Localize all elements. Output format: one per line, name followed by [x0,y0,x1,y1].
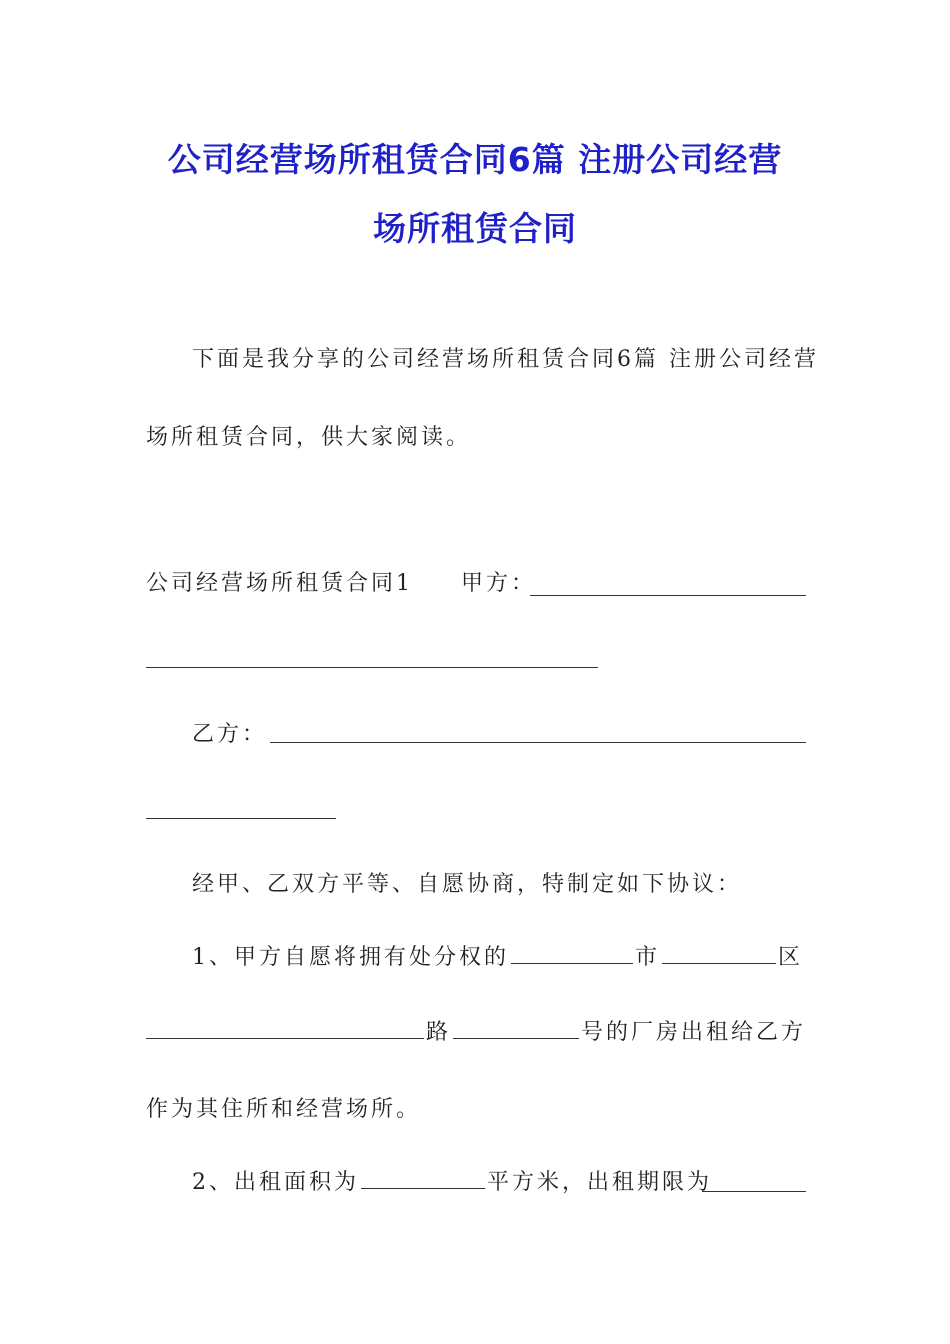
agreement-statement: 经甲、乙双方平等、自愿协商，特制定如下协议： [192,872,743,897]
document-title-line-1: 公司经营场所租赁合同6篇 注册公司经营 [167,140,783,179]
party-a-blank [530,595,806,596]
party-b-label: 乙方： [192,722,268,747]
party-a-label: 甲方： [461,571,537,596]
party-b-row [192,720,806,750]
road-blank [146,1018,424,1039]
district-blank [662,943,776,964]
intro-line-2: 场所租赁合同，供大家阅读。 [146,425,472,450]
contract-heading: 公司经营场所租赁合同1 [146,571,413,596]
item-2-line-1: 2、出租面积为 平方米，出租期限为 [192,1170,713,1195]
party-b-blank-continued [146,818,336,819]
intro-line-1: 下面是我分享的公司经营场所租赁合同6篇 注册公司经营 [192,347,819,372]
item-1-line-2: 路 号的厂房出租给乙方 [146,1018,806,1048]
number-blank [453,1018,579,1039]
document-title-line-2: 场所租赁合同 [373,209,577,248]
area-blank [361,1168,485,1189]
party-a-blank-continued [146,667,598,668]
term-blank [702,1191,806,1192]
city-blank [511,943,633,964]
item-1-line-1: 1、甲方自愿将拥有处分权的 市 区 [192,945,804,970]
item-1-line-3: 作为其住所和经营场所。 [146,1097,422,1122]
party-b-blank [270,742,806,743]
